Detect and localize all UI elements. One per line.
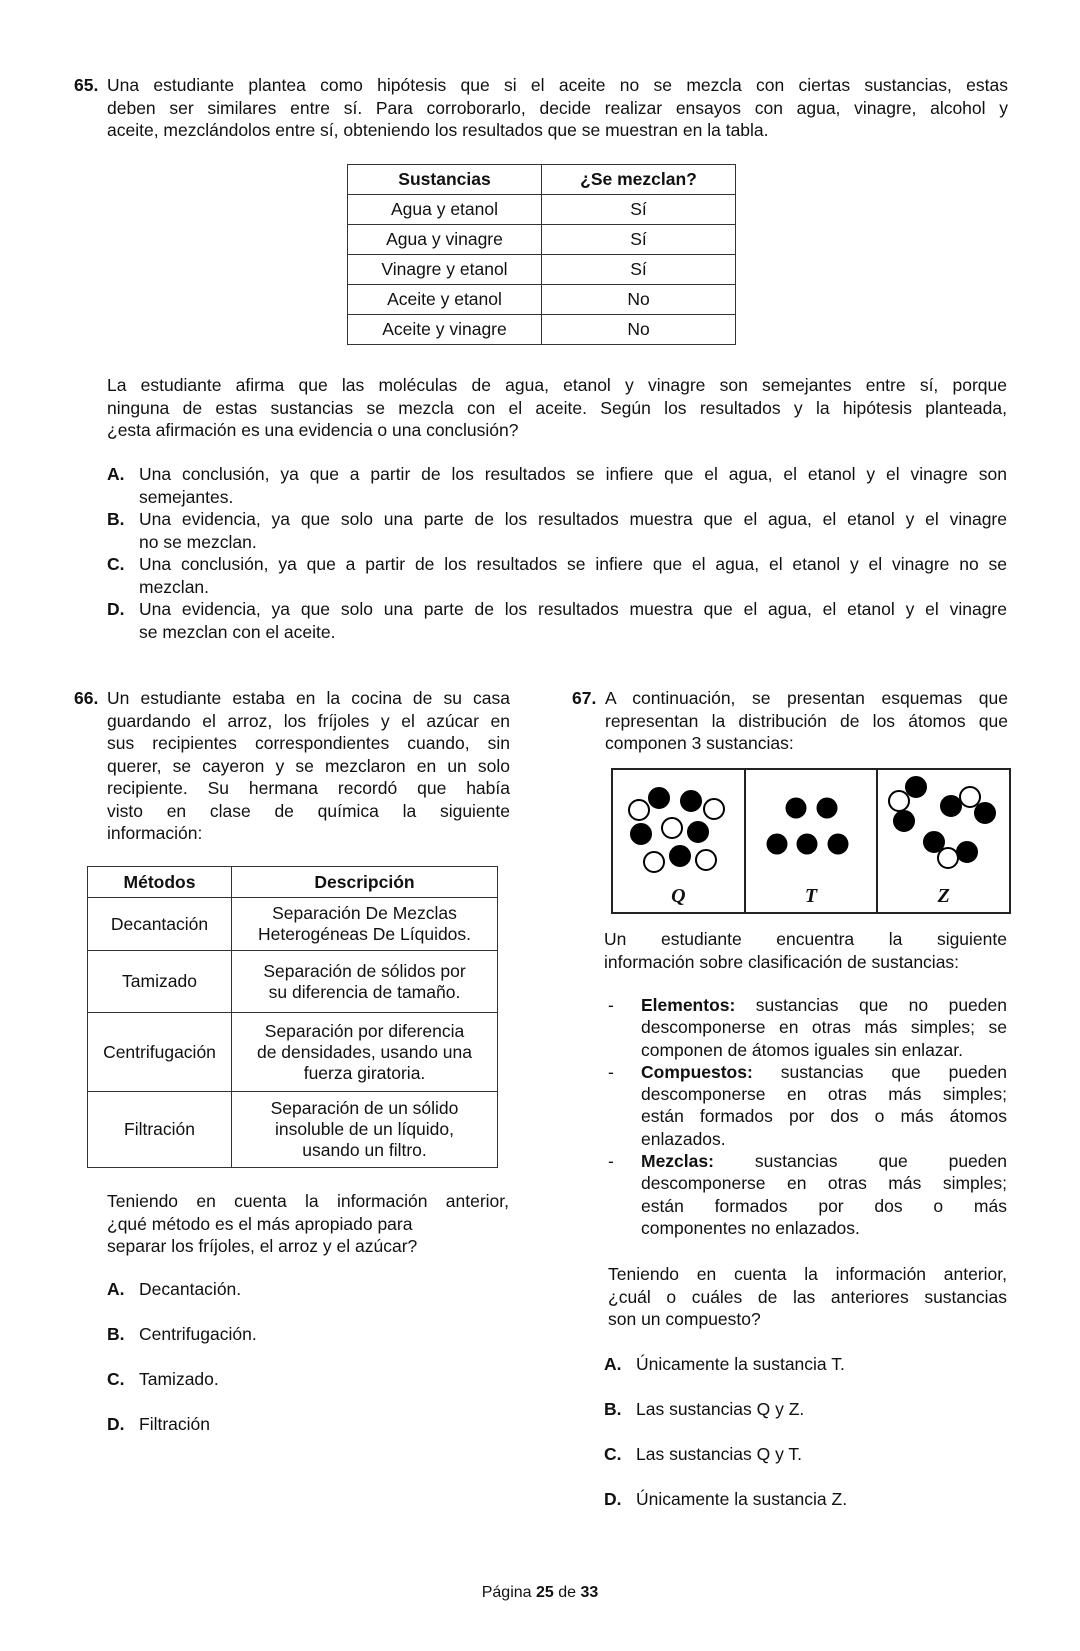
panel-q bbox=[613, 770, 746, 912]
text-line: querer, se cayeron y se mezclaron en un solo bbox=[107, 755, 510, 776]
option-letter: C. bbox=[604, 1444, 622, 1464]
separation-methods-table bbox=[87, 866, 498, 1168]
table-cell: Aceite y etanol bbox=[348, 285, 542, 315]
option-text: Únicamente la sustancia T. bbox=[636, 1354, 845, 1374]
definition-elementos bbox=[604, 994, 1007, 1061]
option-text: Decantación. bbox=[139, 1279, 242, 1299]
option-text: no se mezclan. bbox=[139, 531, 257, 552]
table-row bbox=[348, 255, 736, 285]
definition-compuestos bbox=[604, 1061, 1007, 1150]
text-line: Separación De Mezclas bbox=[272, 903, 457, 923]
page-separator: de bbox=[553, 1584, 581, 1601]
text-line: Un estudiante encuentra la siguiente bbox=[604, 929, 1007, 949]
definition-term: Elementos: bbox=[641, 995, 736, 1015]
text-line: son un compuesto? bbox=[608, 1309, 761, 1329]
question-65-options bbox=[107, 463, 1007, 643]
answer-option-a[interactable] bbox=[107, 463, 1007, 508]
text-line: Separación por diferencia bbox=[264, 1020, 465, 1041]
table-row bbox=[88, 951, 498, 1013]
text-line: Teniendo en cuenta la información anterior, bbox=[107, 1191, 509, 1211]
text-line: descomponerse en otras más simples; bbox=[641, 1173, 1007, 1194]
table-cell: Sí bbox=[542, 195, 736, 225]
answer-option-b[interactable] bbox=[107, 1323, 257, 1345]
text-line: Una estudiante plantea como hipótesis que si el aceite no se mezcla con ciertas sustancias, estas bbox=[107, 75, 1008, 95]
text-line: su diferencia de tamaño. bbox=[268, 981, 461, 1002]
option-text: Únicamente la sustancia Z. bbox=[636, 1489, 848, 1509]
text-line: componen 3 sustancias: bbox=[605, 733, 794, 753]
option-text: Una conclusión, ya que a partir de los resultados se infiere que el agua, el etanol y el vinagre no se bbox=[139, 554, 1007, 574]
text-line: recipiente. Su hermana recordó que había bbox=[107, 778, 510, 798]
panel-label: T bbox=[804, 885, 818, 907]
column-header: Sustancias bbox=[348, 165, 542, 195]
panel-z bbox=[878, 770, 1009, 912]
answer-option-b[interactable] bbox=[604, 1398, 804, 1420]
text-line: La estudiante afirma que las moléculas de agua, etanol y vinagre son semejantes entre sí, porque bbox=[107, 375, 1007, 395]
question-67-intro bbox=[572, 687, 1008, 755]
method-cell: Tamizado bbox=[88, 951, 232, 1013]
text-line: ninguna de estas sustancias se mezcla con el aceite. Según los resultados y la hipótesis planteada, bbox=[107, 397, 1007, 418]
table-cell: Sí bbox=[542, 225, 736, 255]
option-letter: A. bbox=[604, 1354, 622, 1374]
panel-t bbox=[746, 770, 879, 912]
table-header-row bbox=[348, 165, 736, 195]
option-letter: D. bbox=[107, 599, 125, 619]
table-cell: Sí bbox=[542, 255, 736, 285]
answer-option-d[interactable] bbox=[107, 598, 1007, 643]
text-line: sustancias que no pueden bbox=[735, 995, 1007, 1015]
text-line: separar los fríjoles, el arroz y el azúcar? bbox=[107, 1236, 418, 1256]
question-number: 65. bbox=[74, 75, 99, 95]
option-letter: A. bbox=[107, 464, 125, 484]
text-line: Heterogéneas De Líquidos. bbox=[257, 924, 472, 944]
option-text: mezclan. bbox=[139, 576, 210, 597]
text-line: aceite, mezclándolos entre sí, obteniendo los resultados que se muestran en la tabla. bbox=[107, 120, 769, 140]
text-line: descomponerse en otras más simples; bbox=[641, 1084, 1007, 1105]
description-cell bbox=[232, 1092, 498, 1168]
text-line: Un estudiante estaba en la cocina de su casa bbox=[107, 688, 510, 708]
table-cell: Agua y etanol bbox=[348, 195, 542, 225]
table-row bbox=[348, 195, 736, 225]
mixing-results-table bbox=[347, 164, 736, 345]
answer-option-c[interactable] bbox=[107, 553, 1007, 598]
text-line: ¿esta afirmación es una evidencia o una conclusión? bbox=[107, 420, 519, 440]
text-line: Teniendo en cuenta la información anterior, bbox=[608, 1264, 1007, 1284]
table-row bbox=[88, 898, 498, 951]
table-cell: Agua y vinagre bbox=[348, 225, 542, 255]
option-text: Filtración bbox=[139, 1414, 210, 1434]
question-67-info bbox=[604, 928, 1007, 973]
table-row bbox=[348, 285, 736, 315]
page-total: 33 bbox=[580, 1584, 599, 1601]
method-cell: Centrifugación bbox=[88, 1013, 232, 1092]
text-line: información sobre clasificación de sustancias: bbox=[604, 951, 960, 972]
text-line: información: bbox=[107, 823, 203, 843]
text-line: componentes no enlazados. bbox=[641, 1217, 860, 1238]
panel-label: Q bbox=[671, 885, 686, 907]
option-letter: C. bbox=[107, 554, 125, 574]
bullet-dash: - bbox=[608, 1061, 614, 1082]
option-text: Centrifugación. bbox=[139, 1324, 257, 1344]
question-number: 67. bbox=[572, 688, 597, 708]
definition-mezclas bbox=[604, 1150, 1007, 1239]
table-cell: Vinagre y etanol bbox=[348, 255, 542, 285]
text-line: usando un filtro. bbox=[302, 1140, 427, 1160]
page-footer bbox=[0, 1584, 1080, 1602]
description-cell bbox=[232, 898, 498, 951]
page-number: 25 bbox=[535, 1584, 554, 1601]
question-67-prompt bbox=[608, 1263, 1007, 1331]
table-row bbox=[348, 225, 736, 255]
column-header: Métodos bbox=[88, 867, 232, 898]
question-66-intro bbox=[74, 687, 510, 845]
table-header-row bbox=[88, 867, 498, 898]
option-letter: B. bbox=[604, 1399, 622, 1419]
table-row bbox=[348, 315, 736, 345]
panel-label: Z bbox=[937, 885, 950, 907]
text-line: visto en clase de química la siguiente bbox=[107, 800, 510, 821]
text-line: sustancias que pueden bbox=[713, 1151, 1007, 1172]
option-text: Las sustancias Q y T. bbox=[636, 1444, 803, 1464]
text-line: componen de átomos iguales sin enlazar. bbox=[641, 1039, 964, 1060]
text-line: están formados por dos o más átomos bbox=[641, 1106, 1007, 1127]
option-text: Una evidencia, ya que solo una parte de los resultados muestra que el agua, el etanol y el vinagre bbox=[139, 599, 1007, 619]
text-line: descomponerse en otras más simples; se bbox=[641, 1017, 1007, 1038]
option-letter: D. bbox=[604, 1489, 622, 1509]
text-line: guardando el arroz, los fríjoles y el azúcar en bbox=[107, 710, 510, 731]
bullet-dash: - bbox=[608, 1151, 614, 1172]
definition-term: Compuestos: bbox=[641, 1061, 753, 1082]
option-text: semejantes. bbox=[139, 486, 234, 507]
answer-option-d[interactable] bbox=[107, 1413, 210, 1435]
option-text: Una evidencia, ya que solo una parte de los resultados muestra que el agua, el etanol y el vinagre bbox=[139, 509, 1007, 529]
table-cell: Aceite y vinagre bbox=[348, 315, 542, 345]
option-text: Tamizado. bbox=[139, 1369, 219, 1389]
answer-option-a[interactable] bbox=[604, 1353, 845, 1375]
question-66-prompt bbox=[107, 1190, 509, 1258]
text-line: deben ser similares entre sí. Para corroborarlo, decide realizar ensayos con agua, vinagre, alcohol y bbox=[107, 97, 1008, 118]
answer-option-c[interactable] bbox=[107, 1368, 219, 1390]
option-letter: B. bbox=[107, 509, 125, 529]
text-line: están formados por dos o más bbox=[641, 1195, 1007, 1216]
option-letter: C. bbox=[107, 1369, 125, 1389]
question-65-prompt bbox=[107, 374, 1007, 442]
description-cell bbox=[232, 951, 498, 1013]
table-cell: No bbox=[542, 285, 736, 315]
column-header: Descripción bbox=[232, 867, 498, 898]
text-line: Separación de sólidos por bbox=[263, 960, 466, 981]
text-line: ¿cuál o cuáles de las anteriores sustancias bbox=[608, 1286, 1007, 1307]
option-text: se mezclan con el aceite. bbox=[139, 621, 336, 642]
option-letter: A. bbox=[107, 1279, 125, 1299]
table-row bbox=[88, 1013, 498, 1092]
answer-option-a[interactable] bbox=[107, 1278, 241, 1300]
page-label: Página bbox=[481, 1584, 536, 1601]
option-text: Una conclusión, ya que a partir de los resultados se infiere que el agua, el etanol y el vinagre son bbox=[139, 464, 1007, 484]
method-cell: Decantación bbox=[88, 898, 232, 951]
classification-list bbox=[604, 994, 1007, 1239]
table-cell: No bbox=[542, 315, 736, 345]
text-line: sus recipientes correspondientes cuando, sin bbox=[107, 733, 510, 753]
answer-option-b[interactable] bbox=[107, 508, 1007, 553]
text-line: A continuación, se presentan esquemas que bbox=[605, 688, 1008, 708]
text-line: sustancias que pueden bbox=[752, 1061, 1007, 1082]
bullet-dash: - bbox=[608, 995, 614, 1015]
description-cell bbox=[232, 1013, 498, 1092]
option-text: Las sustancias Q y Z. bbox=[636, 1399, 805, 1419]
column-header: ¿Se mezclan? bbox=[542, 165, 736, 195]
text-line: fuerza giratoria. bbox=[303, 1062, 426, 1083]
text-line: representan la distribución de los átomos que bbox=[605, 710, 1008, 731]
option-letter: D. bbox=[107, 1414, 125, 1434]
method-cell: Filtración bbox=[88, 1092, 232, 1168]
definition-term: Mezclas: bbox=[641, 1151, 714, 1172]
text-line: ¿qué método es el más apropiado para bbox=[107, 1213, 413, 1234]
option-letter: B. bbox=[107, 1324, 125, 1344]
answer-option-c[interactable] bbox=[604, 1443, 802, 1465]
table-row bbox=[88, 1092, 498, 1168]
text-line: enlazados. bbox=[641, 1128, 726, 1149]
answer-option-d[interactable] bbox=[604, 1488, 847, 1510]
text-line: Separación de un sólido bbox=[270, 1098, 459, 1118]
text-line: de densidades, usando una bbox=[256, 1041, 473, 1062]
question-65-intro bbox=[74, 74, 1008, 142]
text-line: insoluble de un líquido, bbox=[274, 1119, 455, 1139]
atom-distribution-diagram bbox=[611, 768, 1011, 914]
question-number: 66. bbox=[74, 688, 99, 708]
